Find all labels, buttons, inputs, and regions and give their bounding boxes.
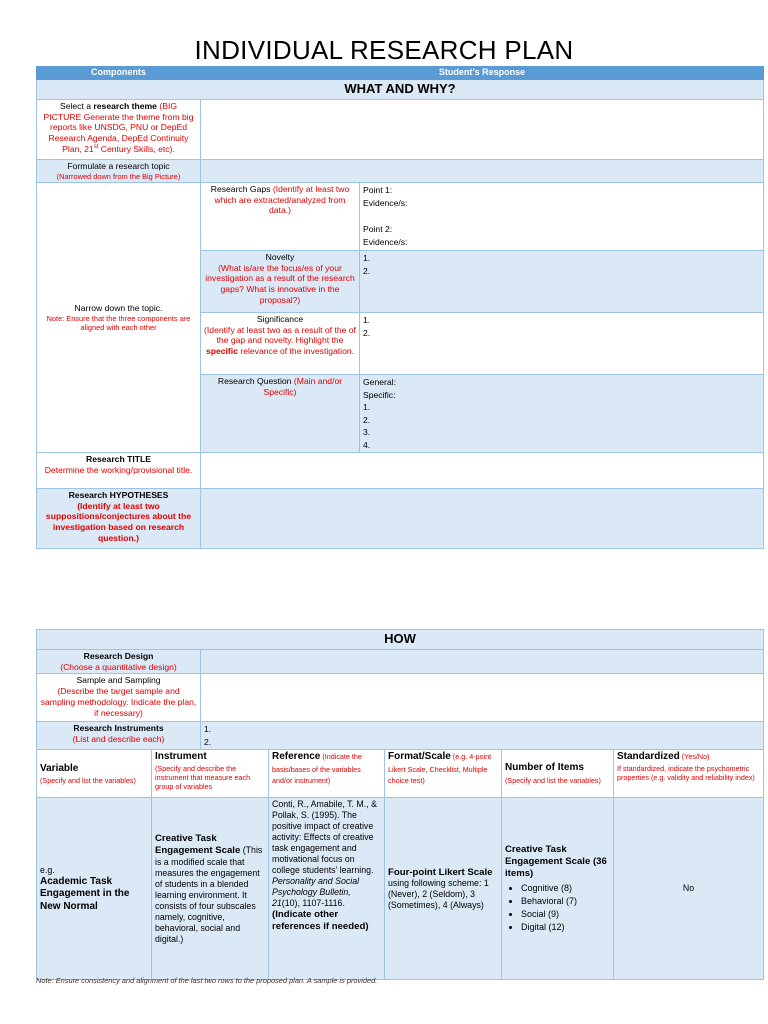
- instruments-label-cell: [37, 722, 201, 750]
- theme-prefix: Select a: [59, 101, 94, 111]
- col-format: [385, 750, 502, 798]
- theme-bold: research theme: [93, 101, 157, 111]
- col-reference: [269, 750, 385, 798]
- gaps-label-cell: [201, 183, 360, 251]
- instruments-row: [37, 722, 764, 750]
- design-note: (Choose a quantitative design): [60, 661, 177, 672]
- footer-note: Note: Ensure consistency and alignment of the last two rows to the proposed plan. A sample is provided.: [36, 976, 378, 985]
- narrow-label-cell: [37, 183, 201, 453]
- question-response[interactable]: [360, 375, 764, 453]
- col-instrument-note: (Specify and describe the instrument that measure each group of variables: [155, 763, 251, 791]
- novelty-response[interactable]: [360, 251, 764, 313]
- theme-sup: st: [93, 144, 99, 151]
- col-standardized: [614, 750, 764, 798]
- instruments-note: (List and describe each): [72, 734, 165, 745]
- sample-format-desc: using following scheme: 1 (Never), 2 (Seldom), 3 (Sometimes), 4 (Always): [388, 878, 489, 911]
- table-header-row: [37, 67, 764, 80]
- instruments-response[interactable]: [201, 722, 764, 750]
- hypotheses-label: Research HYPOTHESES: [68, 490, 169, 500]
- question-general: General:: [363, 377, 396, 387]
- sample-variable-prefix: e.g.: [40, 864, 55, 875]
- col-instrument: [152, 750, 269, 798]
- question-item-4: 4.: [363, 439, 371, 450]
- instruments-label: Research Instruments: [73, 723, 164, 734]
- instrument-item-1: 1.: [204, 724, 212, 735]
- col-items-note: (Specify and list the variables): [505, 775, 601, 785]
- hypotheses-label-cell: [37, 489, 201, 549]
- significance-item-1: 1.: [363, 315, 371, 325]
- gap-point-2: Point 2:: [363, 224, 393, 234]
- question-label-cell: [201, 375, 360, 453]
- col-variable: [37, 750, 152, 798]
- how-section-row: [37, 630, 764, 650]
- col-reference-note: (Indicate the basis/bases of the variables and/or instrument): [272, 752, 362, 785]
- topic-note: (Narrowed down from the Big Picture): [56, 171, 181, 181]
- sampling-note: (Describe the target sample and sampling methodology. Indicate the plan, if necessary): [40, 686, 197, 718]
- novelty-note: (What is/are the focus/es of your investigation as a result of the research gaps? What is innovative in the proposal?): [205, 262, 355, 305]
- components-header: Components: [37, 67, 201, 80]
- question-item-1: 1.: [363, 402, 371, 412]
- col-format-label: Format/Scale: [388, 751, 451, 763]
- sample-instrument: [152, 798, 269, 980]
- gaps-row: [37, 183, 764, 251]
- design-row: [37, 650, 764, 674]
- sample-variable-name: Academic Task Engagement in the New Normal: [40, 875, 130, 912]
- question-item-3: 3.: [363, 427, 371, 437]
- gap-evidence-1: Evidence/s:: [363, 198, 408, 208]
- gap-spacer: [363, 210, 760, 223]
- sample-reference-journal: Personality and Social Psychology Bulletin, 21: [272, 876, 360, 909]
- how-table: [36, 629, 764, 980]
- gap-point-1: Point 1:: [363, 185, 393, 195]
- gap-evidence-2: Evidence/s:: [363, 237, 408, 247]
- significance-response[interactable]: [360, 313, 764, 375]
- sample-reference-text: Conti, R., Amabile, T. M., & Pollak, S. (1995). The positive impact of creative activity: Effects of creative task engagement and motivational focus on college students' learning.: [272, 799, 377, 876]
- sample-items-title: Creative Task Engagement Scale (36 items): [505, 843, 607, 879]
- topic-label: Formulate a research topic: [67, 161, 170, 171]
- question-specific: Specific:: [363, 389, 396, 400]
- instrument-item-2: 2.: [204, 736, 212, 747]
- sample-items: [502, 798, 614, 980]
- design-response[interactable]: [201, 650, 764, 674]
- list-item: • Cognitive (8): [521, 882, 610, 895]
- col-standardized-label: Standardized: [617, 751, 680, 763]
- novelty-item-1: 1.: [363, 253, 371, 263]
- list-item: • Social (9): [521, 908, 610, 921]
- sampling-label: Sample and Sampling: [76, 675, 161, 686]
- list-item: • Digital (12): [521, 921, 610, 934]
- significance-label: Significance: [256, 314, 304, 324]
- question-note: (Main and/or Specific): [263, 376, 343, 397]
- how-heading: HOW: [37, 630, 764, 650]
- narrow-note: Note: Ensure that the three components are aligned with each other: [46, 313, 191, 332]
- theme-note: (BIG PICTURE Generate the theme from big reports like UNSDG, PNU or DepEd Research Agenda, DepEd Continuity Plan, 21: [43, 101, 194, 154]
- topic-row: [37, 160, 764, 183]
- sampling-row: [37, 674, 764, 722]
- significance-label-cell: [201, 313, 360, 375]
- page-title: INDIVIDUAL RESEARCH PLAN: [194, 35, 574, 65]
- col-items: [502, 750, 614, 798]
- col-instrument-label: Instrument: [155, 751, 207, 763]
- design-label: Research Design: [83, 651, 154, 661]
- col-items-label: Number of Items: [505, 762, 584, 774]
- significance-note: (Identify at least two as a result of the of the gap and novelty. Highlight the: [204, 324, 356, 346]
- gaps-label: Research Gaps: [210, 184, 271, 194]
- hypotheses-row: [37, 489, 764, 549]
- sampling-response[interactable]: [201, 674, 764, 722]
- theme-label: [37, 100, 201, 160]
- hypotheses-note: (Identify at least two suppositions/conjectures about the investigation based on research question.): [45, 500, 192, 543]
- col-reference-label: Reference: [272, 751, 321, 763]
- col-standardized-note: If standardized, indicate the psychometric properties (e.g. validity and reliability index): [617, 763, 755, 782]
- col-variable-label: Variable: [40, 763, 79, 775]
- gaps-note: (Identify at least two which are extracted/analyzed from data.): [214, 184, 350, 216]
- topic-label-cell: [37, 160, 201, 183]
- col-standardized-inline: (Yes/No): [679, 752, 710, 762]
- sample-reference-note: (Indicate other references if needed): [272, 909, 369, 933]
- gaps-response[interactable]: [360, 183, 764, 251]
- what-why-table: [36, 66, 764, 549]
- col-format-note: (e.g. 4-point Likert Scale, Checklist, Multiple choice test): [388, 752, 492, 785]
- theme-response[interactable]: [201, 100, 764, 160]
- question-label: Research Question: [217, 376, 292, 386]
- column-header-row: [37, 750, 764, 798]
- novelty-item-2: 2.: [363, 265, 371, 276]
- response-header: Student’s Response: [201, 67, 764, 80]
- section-row: [37, 80, 764, 100]
- significance-note-bold: specific: [205, 346, 238, 357]
- rtitle-note: Determine the working/provisional title.: [44, 464, 193, 475]
- sample-format-name: Four-point Likert Scale: [388, 866, 493, 878]
- list-item: • Behavioral (7): [521, 895, 610, 908]
- narrow-label: Narrow down the topic.: [74, 302, 163, 313]
- sample-reference: [269, 798, 385, 980]
- col-variable-note: (Specify and list the variables): [40, 775, 136, 785]
- rtitle-label-cell: [37, 453, 201, 489]
- hypotheses-response[interactable]: [201, 489, 764, 549]
- sample-row: [37, 798, 764, 980]
- significance-item-2: 2.: [363, 327, 371, 338]
- sample-reference-pages: (10), 1107-1116.: [281, 898, 345, 909]
- question-item-2: 2.: [363, 414, 371, 425]
- rtitle-response[interactable]: [201, 453, 764, 489]
- novelty-label-cell: [201, 251, 360, 313]
- topic-response[interactable]: [201, 160, 764, 183]
- sample-instrument-name: Creative Task Engagement Scale: [155, 833, 241, 857]
- title-row: [37, 453, 764, 489]
- what-why-heading: WHAT AND WHY?: [37, 80, 764, 100]
- theme-note-end: Century Skills, etc).: [98, 143, 175, 154]
- novelty-label: Novelty: [265, 252, 295, 262]
- sample-standardized: No: [614, 798, 764, 980]
- sample-instrument-desc: (This is a modified scale that measures the engagement of students in a blended learning environment. It consists of four subscales namely, cognitive, behavioral, social and digital.): [155, 845, 263, 944]
- rtitle-label: Research TITLE: [86, 454, 151, 464]
- sample-items-list: [521, 882, 610, 934]
- significance-note-end: relevance of the investigation.: [237, 346, 355, 357]
- theme-row: [37, 100, 764, 160]
- sample-variable: [37, 798, 152, 980]
- sample-format: [385, 798, 502, 980]
- design-label-cell: [37, 650, 201, 674]
- sampling-label-cell: [37, 674, 201, 722]
